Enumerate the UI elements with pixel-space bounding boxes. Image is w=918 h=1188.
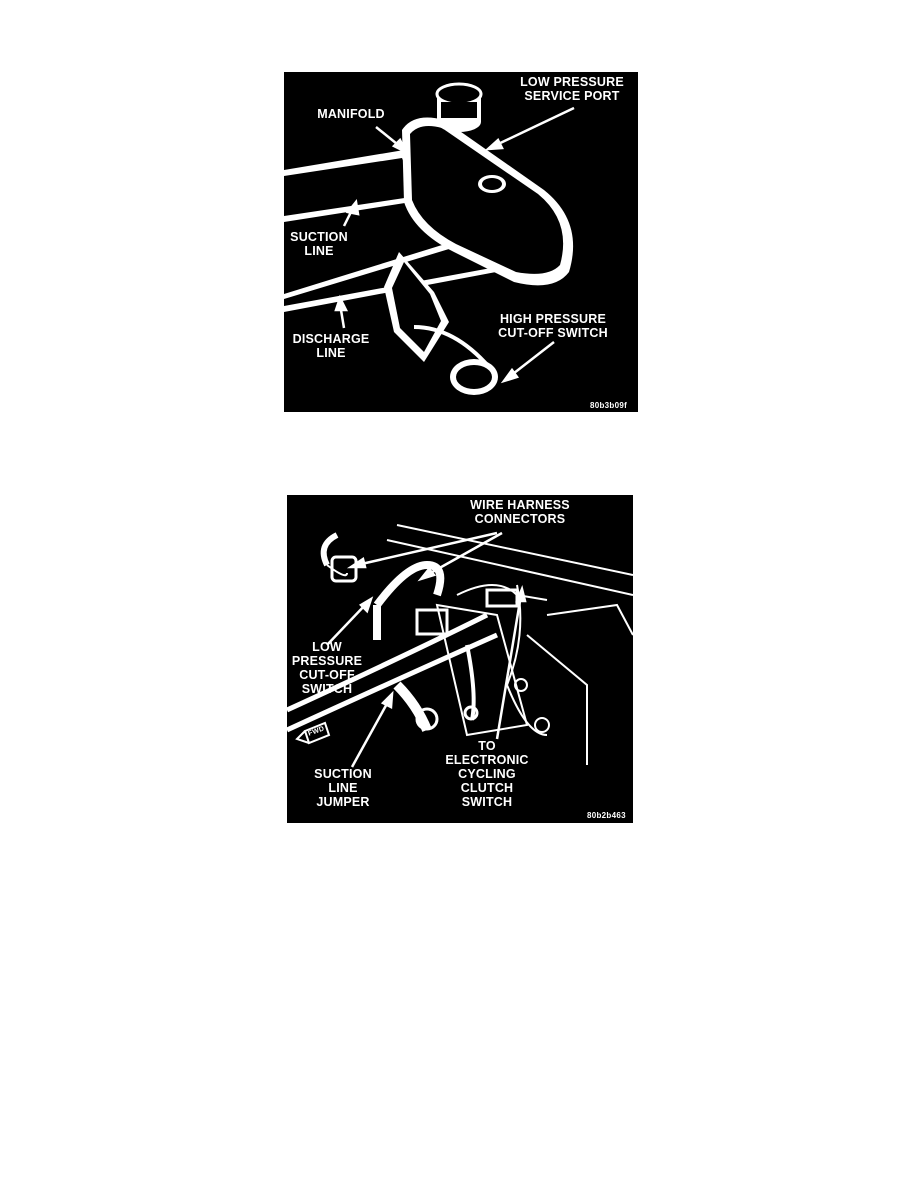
switch-location-diagram xyxy=(287,495,633,823)
label-low-pressure-service-port: LOW PRESSURE SERVICE PORT xyxy=(520,75,624,103)
fwd-marker-label: FWD xyxy=(307,725,326,738)
label-discharge-line: DISCHARGE LINE xyxy=(292,332,370,360)
figure-code: 80b2b463 xyxy=(587,811,626,820)
figure-code: 80b3b09f xyxy=(590,401,628,410)
label-to-electronic-cycling-clutch-switch: TO ELECTRONIC CYCLING CLUTCH SWITCH xyxy=(445,739,529,809)
label-wire-harness-connectors: WIRE HARNESS CONNECTORS xyxy=(470,498,570,526)
manifold-diagram xyxy=(284,72,638,412)
label-high-pressure-cutoff-switch: HIGH PRESSURE CUT-OFF SWITCH xyxy=(498,312,608,340)
label-suction-line-jumper: SUCTION LINE JUMPER xyxy=(314,767,372,809)
label-manifold: MANIFOLD xyxy=(317,107,385,121)
label-suction-line: SUCTION LINE xyxy=(290,230,348,258)
label-low-pressure-cutoff-switch: LOW PRESSURE CUT-OFF SWITCH xyxy=(291,640,363,696)
